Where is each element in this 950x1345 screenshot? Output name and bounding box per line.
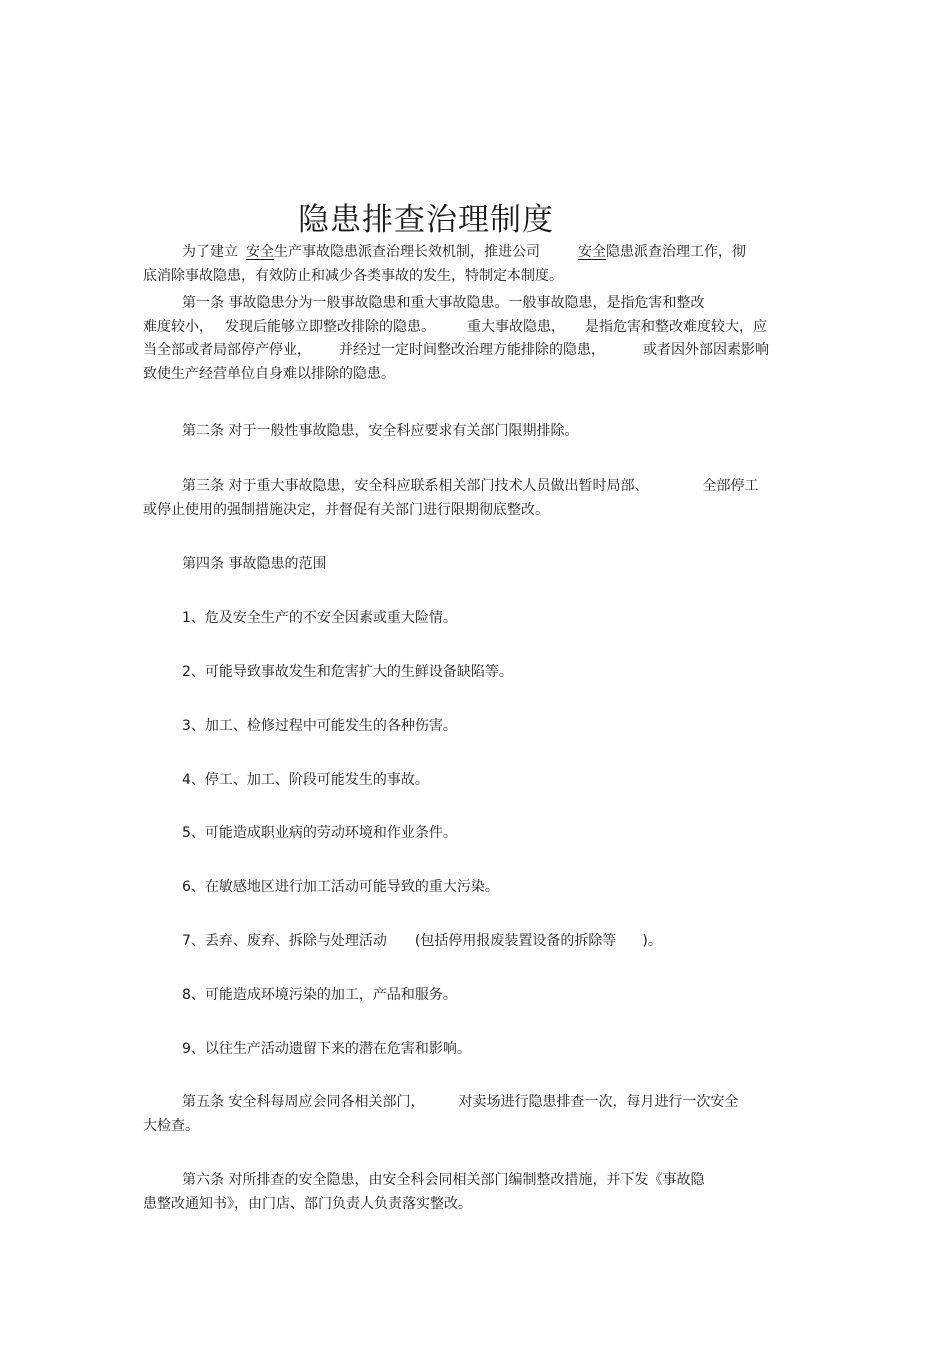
article-3-line-1: 第三条 对于重大事故隐患，安全科应联系相关部门技术人员做出暂时局部、 全部停工 bbox=[182, 478, 759, 494]
list-item: 4、停工、加工、阶段可能发生的事故。 bbox=[182, 772, 429, 788]
list-item: 2、可能导致事故发生和危害扩大的生鲜设备缺陷等。 bbox=[182, 664, 513, 680]
list-item: 3、加工、检修过程中可能发生的各种伤害。 bbox=[182, 718, 457, 734]
article-1-paragraph bbox=[143, 292, 808, 386]
article-2-line-1: 第二条 对于一般性事故隐患，安全科应要求有关部门限期排除。 bbox=[182, 423, 579, 439]
article-1-line-4: 致使生产经营单位自身难以排除的隐患。 bbox=[143, 365, 395, 382]
article-3-paragraph bbox=[143, 475, 808, 522]
article-5-line-2: 大检查。 bbox=[143, 1117, 199, 1134]
article-5-paragraph bbox=[143, 1091, 808, 1138]
list-item: 7、丢弃、废弃、拆除与处理活动 (包括停用报废装置设备的拆除等 )。 bbox=[182, 933, 662, 949]
article-1-line-2: 难度较小， 发现后能够立即整改排除的隐患。 重大事故隐患， 是指危害和整改难度较大，应 bbox=[143, 318, 767, 335]
article-6-paragraph bbox=[143, 1169, 808, 1216]
list-item: 8、可能造成环境污染的加工，产品和服务。 bbox=[182, 987, 457, 1003]
article-5-line-1: 第五条 安全科每周应会同各相关部门， 对卖场进行隐患排查一次，每月进行一次安全 bbox=[182, 1094, 739, 1110]
document-title: 隐患排查治理制度 bbox=[298, 202, 554, 238]
article-2-paragraph bbox=[143, 420, 808, 444]
article-6-line-1: 第六条 对所排查的安全隐患，由安全科会同相关部门编制整改措施，并下发《事故隐 bbox=[182, 1172, 705, 1188]
article-1-line-3: 当全部或者局部停产停业， 并经过一定时间整改治理方能排除的隐患， 或者因外部因素影响 bbox=[143, 342, 769, 358]
intro-line-2: 底消除事故隐患，有效防止和减少各类事故的发生，特制定本制度。 bbox=[143, 267, 563, 284]
list-item: 1、危及安全生产的不安全因素或重大险情。 bbox=[182, 610, 457, 626]
article-4-heading: 第四条 事故隐患的范围 bbox=[182, 556, 327, 572]
list-item: 6、在敏感地区进行加工活动可能导致的重大污染。 bbox=[182, 879, 499, 895]
list-item: 9、以往生产活动遗留下来的潜在危害和影响。 bbox=[182, 1041, 471, 1057]
list-item: 5、可能造成职业病的劳动环境和作业条件。 bbox=[182, 825, 457, 841]
article-3-line-2: 或停止使用的强制措施决定，并督促有关部门进行限期彻底整改。 bbox=[143, 501, 549, 518]
intro-line-1: 为了建立 安全生产事故隐患派查治理长效机制，推进公司 安全隐患派查治理工作，彻 bbox=[182, 244, 746, 260]
article-1-line-1: 第一条 事故隐患分为一般事故隐患和重大事故隐患。一般事故隐患，是指危害和整改 bbox=[182, 295, 705, 311]
article-6-line-2: 患整改通知书》，由门店、部门负责人负责落实整改。 bbox=[143, 1195, 472, 1212]
intro-paragraph bbox=[143, 241, 808, 288]
